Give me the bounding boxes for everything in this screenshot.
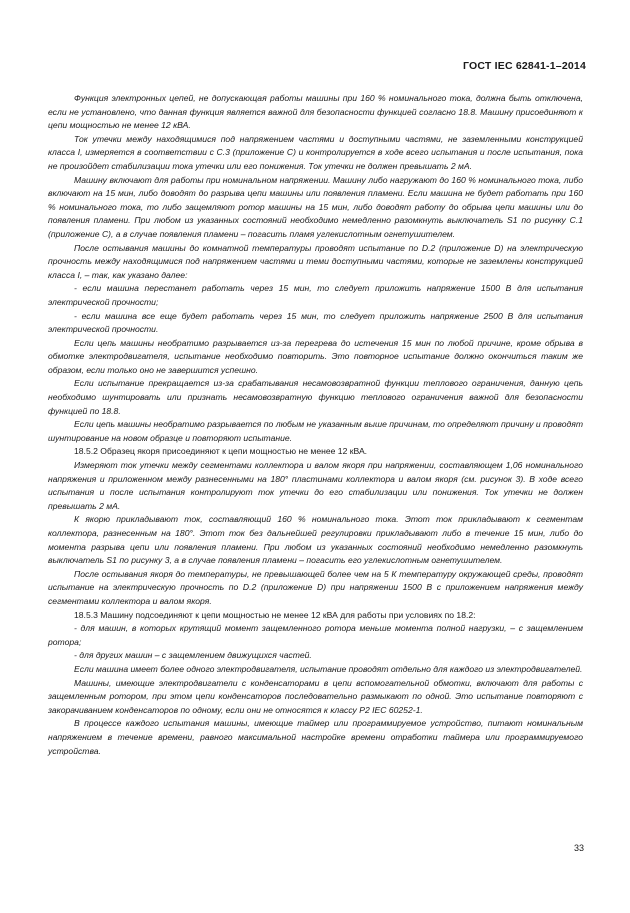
paragraph: После остывания машины до комнатной температуры проводят испытание по D.2 (приложение D) на электрическую прочность между находящимися под напряжением частями и теми доступными частями, которые не заземлены конструкцией класса I, – так, как указано далее: [48, 242, 583, 280]
paragraph: Если цепь машины необратимо разрывается по любым не указанным выше причинам, то определяют причину и проводят шунтирование на новом образце и повторяют испытание. [48, 419, 583, 443]
standard-header: ГОСТ IEC 62841-1–2014 [463, 60, 586, 72]
list-item: - если машина перестанет работать через 15 мин, то следует приложить напряжение 1500 В для испытания электрической прочности; [48, 283, 583, 307]
paragraph: К якорю прикладывают ток, составляющий 160 % номинального тока. Этот ток прикладывают к сегментам коллектора, разнесенным на 180°. Этот ток без дальнейшей регулировки прикладывают либо в течение 15 мин, либо до момента разрыва цепи или появления пламени. При любом из указанных состояний необходимо немедленно разомкнуть выключатель S1 по рисунку 3, а в случае появления пламени – погасить его углекислотным огнетушителем. [48, 514, 583, 566]
page-number: 33 [573, 843, 584, 853]
paragraph: Машину включают для работы при номинальном напряжении. Машину либо нагружают до 160 % номинального тока, либо включают на 15 мин, либо доводят до разрыва цепи машины или появления пламени. Если машина не будет работать при 160 % номинального тока, то либо защемляют ротор машины на 15 мин, либо доводят работу до обрыва цепи машины или до появления пламени. При любом из указанных состояний необходимо немедленно разомкнуть выключатель S1 по рисунку С.1 (приложение С), а в случае появления пламени – погасить пламя углекислотным огнетушителем. [48, 174, 583, 239]
paragraph: Если испытание прекращается из-за срабатывания несамовозвратной функции теплового ограничения, данную цепь необходимо шунтировать или признать несамовозвратную функцию теплового ограничения важной для безопасности функцией по 18.8. [48, 378, 583, 416]
paragraph: Если машина имеет более одного электродвигателя, испытание проводят отдельно для каждого из электродвигателей. [74, 663, 583, 674]
paragraph: Если цепь машины необратимо разрывается из-за перегрева до истечения 15 мин по любой причине, кроме обрыва в обмотке электродвигателя, испытание необходимо повторить. Это повторное испытание должно окончиться таким же образом, если только оно не завершится успешно. [48, 337, 583, 375]
clause-heading: 18.5.3 Машину подсоединяют к цепи мощностью не менее 12 кВА для работы при условиях по 18.2: [74, 609, 476, 620]
paragraph: Функция электронных цепей, не допускающая работы машины при 160 % номинального тока, должна быть отключена, если не установлено, что данная функция является важной для безопасности функцией согласно 18.8. Машину присоединяют к цепи мощностью не менее 12 кВА. [48, 93, 583, 131]
list-item: - если машина все еще будет работать через 15 мин, то следует приложить напряжение 2500 В для испытания электрической прочности. [48, 310, 583, 335]
list-item: - для машин, в которых крутящий момент защемленного ротора меньше момента полной нагрузки, – с защемлением ротора; [48, 623, 583, 647]
paragraph: В процессе каждого испытания машины, имеющие таймер или программируемое устройство, питают номинальным напряжением в течение времени, равного максимальной настройке времени отработки таймера или программируемого устройства. [48, 718, 583, 756]
clause-heading: 18.5.2 Образец якоря присоединяют к цепи мощностью не менее 12 кВА. [74, 446, 368, 457]
paragraph: Измеряют ток утечки между сегментами коллектора и валом якоря при напряжении, составляющем 1,06 номинального напряжения и приложенном между разнесенными на 180° пластинами коллектора и валом якоря (см. рисунок 3). В ходе всего испытания и после испытания контролируют ток утечки до его стабилизации или понижения. Ток утечки не должен превышать 2 мА. [48, 460, 583, 511]
list-item: - для других машин – с защемлением движущихся частей. [74, 650, 312, 661]
document-body [48, 92, 583, 758]
paragraph: После остывания якоря до температуры, не превышающей более чем на 5 К температуру окружающей среды, проводят испытание на электрическую прочность по D.2 (приложение D) при напряжении 1500 В с приложением напряжения между сегментами коллектора и валом якоря. [48, 568, 583, 606]
paragraph: Машины, имеющие электродвигатели с конденсаторами в цепи вспомогательной обмотки, включают для работы с защемленным ротором, при этом цепи конденсаторов последовательно размыкают по одной. Это испытание повторяют с закорачиванием конденсаторов по одному, если они не относятся к классу Р2 IEC 60252-1. [48, 677, 583, 715]
paragraph: Ток утечки между находящимися под напряжением частями и доступными частями, не заземленными конструкцией класса I, измеряется в соответствии с С.3 (приложение С) и контролируется в ходе всего испытания и после испытания, пока не произойдет стабилизации тока утечки или его понижения. Ток утечки не должен превышать 2 мА. [48, 133, 583, 171]
